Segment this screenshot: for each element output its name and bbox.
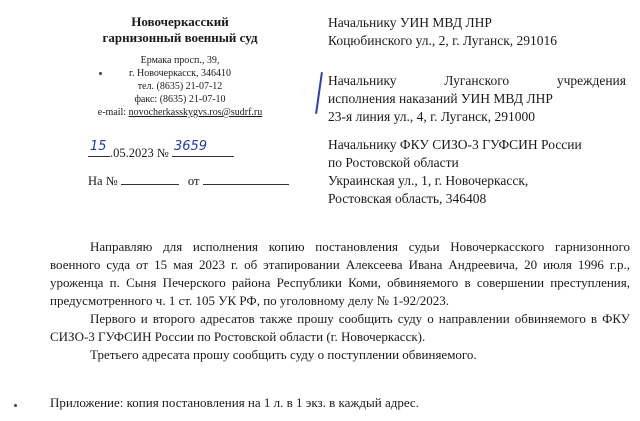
from-label: от — [187, 174, 200, 188]
recipient-2-line2: исполнения наказаний УИН МВД ЛНР — [328, 91, 553, 106]
reply-line — [88, 172, 289, 189]
court-name-line1: Новочеркасский — [131, 14, 229, 29]
stray-dot — [99, 72, 102, 75]
attachment-line: Приложение: копия постановления на 1 л. в 1 экз. в каждый адрес. — [50, 395, 419, 410]
recipient-2-line3: 23-я линия ул., 4, г. Луганск, 291000 — [328, 109, 535, 124]
body-paragraph-2: Первого и второго адресатов также прошу сообщить суду о направлении обвиняемого в ФКУ СИЗО-3 ГУФСИН России по Ростовской области (г. Новочеркасск). — [50, 311, 630, 344]
registration-number-field — [172, 139, 234, 157]
letter-body — [50, 238, 630, 364]
email-label: e-mail: — [97, 107, 127, 118]
registration-date: .05.2023 № — [110, 146, 169, 160]
reply-date-blank — [203, 172, 289, 185]
email-address[interactable]: novocherkasskygvs.ros@sudrf.ru — [128, 107, 263, 118]
recipient-1-line2: Коцюбинского ул., 2, г. Луганск, 291016 — [328, 33, 558, 48]
fax: факс: (8635) 21-07-10 — [134, 94, 226, 105]
court-address — [60, 54, 300, 119]
date-day-field — [88, 139, 110, 157]
address-street: Ермака просп., 39, — [140, 55, 220, 66]
handwritten-day: 15 — [90, 139, 107, 154]
body-paragraph-3: Третьего адресата прошу сообщить суду о поступлении обвиняемого. — [90, 347, 477, 362]
email-line — [60, 106, 300, 119]
reply-number-blank — [121, 172, 179, 185]
stray-dot-2 — [14, 404, 17, 407]
sender-block — [60, 14, 300, 119]
body-paragraph-1: Направляю для исполнения копию постановления судьи Новочеркасского гарнизонного военного суда от 15 мая 2023 г. об этапировании Алексеева Ивана Андреевича, 20 июля 1996 г.р., уроженца п. Сыня Печерского района Республики Коми, обвиняемого в совершении преступления, предусмотренного ч. 1 ст. 105 УК РФ, по уголовному делу № 1-92/2023. — [50, 239, 630, 308]
recipient-3-line3: Украинская ул., 1, г. Новочеркасск, — [328, 173, 529, 188]
recipient-3 — [328, 136, 626, 208]
handwritten-margin-mark — [315, 72, 323, 114]
recipient-1 — [328, 14, 626, 50]
handwritten-number: 3659 — [173, 139, 208, 154]
registration-line — [88, 139, 234, 161]
reply-label: На № — [88, 174, 118, 188]
court-name-line2: гарнизонный военный суд — [102, 30, 258, 45]
recipient-2-line1: Начальнику Луганского учреждения — [328, 73, 626, 88]
recipient-3-line1: Начальнику ФКУ СИЗО-3 ГУФСИН России — [328, 137, 582, 152]
recipient-3-line4: Ростовская область, 346408 — [328, 191, 487, 206]
recipient-2 — [328, 72, 626, 126]
recipient-3-line2: по Ростовской области — [328, 155, 459, 170]
phone: тел. (8635) 21-07-12 — [137, 81, 223, 92]
court-name — [60, 14, 300, 46]
address-city: г. Новочеркасск, 346410 — [129, 68, 231, 79]
recipient-1-line1: Начальнику УИН МВД ЛНР — [328, 15, 492, 30]
